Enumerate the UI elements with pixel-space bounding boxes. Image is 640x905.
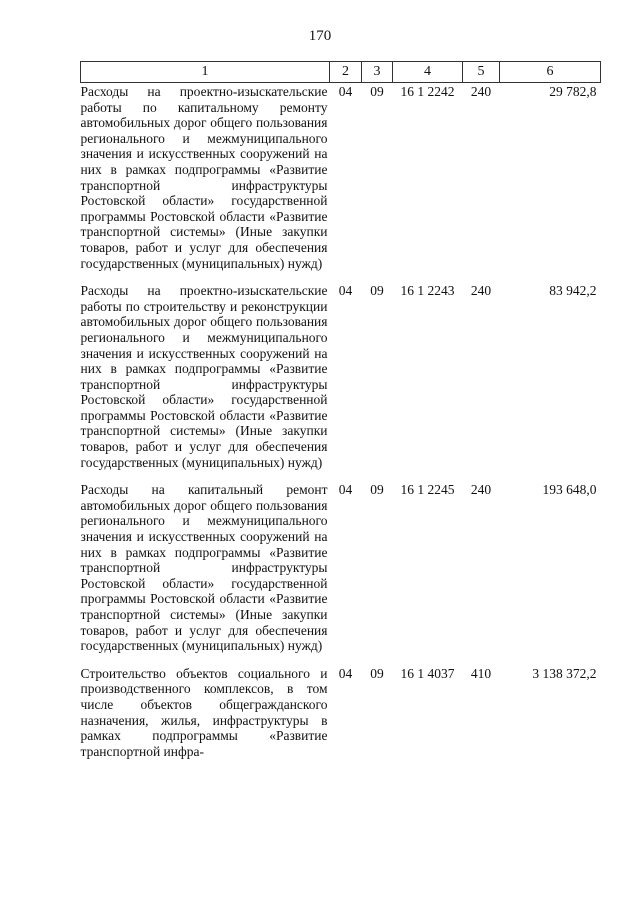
row-subsection: 09: [370, 283, 384, 299]
column-header: 6: [500, 62, 601, 83]
budget-table: [80, 61, 601, 770]
row-section: 04: [338, 283, 353, 299]
column-header: 3: [362, 62, 393, 83]
row-amount: 83 942,2: [549, 283, 597, 299]
row-section: 04: [338, 482, 353, 498]
row-amount: 3 138 372,2: [532, 665, 597, 681]
table-row: [81, 481, 601, 665]
table-row: [81, 665, 601, 771]
row-target-code: 16 1 2243: [400, 283, 455, 299]
row-subsection: 09: [370, 482, 384, 498]
table-row: [81, 282, 601, 481]
row-description: Расходы на проектно-изыскательские работы по строительству и реконструкции автомобильных дорог общего пользования регионального и межмуниципального значения и искусственных сооружений на них в рамках подпрограммы «Развитие транспортной инфраструктуры Ростовской области» государственной программы Ростовской области «Развитие транспортной системы» (Иные закупки товаров, работ и услуг для обеспечения государственных (муниципальных) нужд): [80, 283, 328, 470]
row-description: Строительство объектов социального и производственного комплексов, в том числе объектов общегражданского назначения, жилья, инфраструктуры в рамках подпрограммы «Развитие транспортной инфра-: [80, 665, 328, 759]
row-expense-type: 410: [470, 665, 492, 681]
row-subsection: 09: [370, 84, 384, 99]
column-header: 2: [330, 62, 362, 83]
row-description: Расходы на проектно-изыскательские работы по капитальному ремонту автомобильных дорог общего пользования регионального и межмуниципального значения и искусственных сооружений на них в рамках подпрограммы «Развитие транспортной инфраструктуры Ростовской области» государственной программы Ростовской области «Развитие транспортной системы» (Иные закупки товаров, работ и услуг для обеспечения государственных (муниципальных) нужд): [80, 84, 328, 271]
row-target-code: 16 1 2245: [400, 482, 455, 498]
column-header: 1: [81, 62, 330, 83]
row-amount: 193 648,0: [542, 482, 597, 498]
row-section: 04: [338, 665, 353, 681]
column-header: 4: [393, 62, 463, 83]
page-number: 170: [308, 28, 332, 44]
row-target-code: 16 1 4037: [400, 665, 455, 681]
row-expense-type: 240: [470, 482, 492, 498]
row-expense-type: 240: [470, 283, 492, 299]
row-expense-type: 240: [470, 84, 492, 99]
column-header: 5: [463, 62, 500, 83]
table-row: [81, 83, 601, 283]
row-target-code: 16 1 2242: [400, 84, 455, 99]
row-section: 04: [338, 84, 353, 99]
row-amount: 29 782,8: [549, 84, 597, 99]
row-subsection: 09: [370, 665, 384, 681]
row-description: Расходы на капитальный ремонт автомобильных дорог общего пользования регионального и межмуниципального значения и искусственных сооружений на них в рамках подпрограммы «Развитие транспортной инфраструктуры Ростовской области» государственной программы Ростовской области «Развитие транспортной системы» (Иные закупки товаров, работ и услуг для обеспечения государственных (муниципальных) нужд): [80, 482, 328, 654]
table-header-row: [81, 62, 601, 83]
